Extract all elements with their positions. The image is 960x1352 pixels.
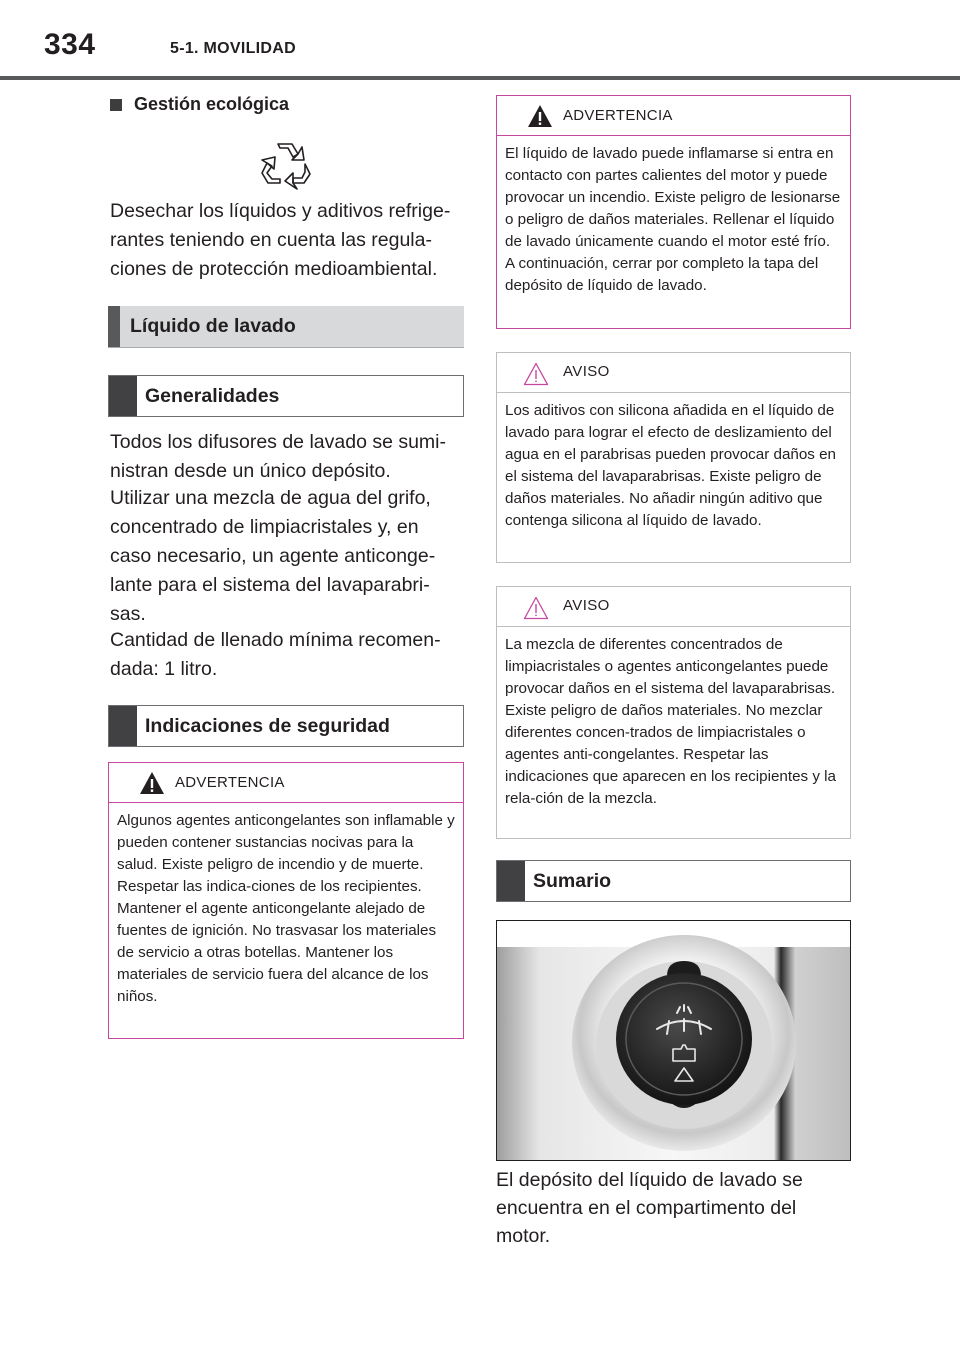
- warning-box-right: [496, 95, 851, 329]
- subsection-general-title: Generalidades: [145, 384, 280, 407]
- general-paragraph-1: Todos los difusores de lavado se sumi-nistran desde un único depósito.: [110, 431, 447, 482]
- warning-box-left: [108, 762, 464, 1039]
- warning-header: [109, 763, 463, 803]
- notice-header: [497, 587, 850, 627]
- general-paragraph-3: Cantidad de llenado mínima recomen-dada: 1 litro.: [110, 629, 441, 680]
- notice-text: La mezcla de diferentes concentrados de limpiacristales o agentes anticongelantes puede provocar daños en el sistema del lavaparabrisas. Existe peligro de daños materiales. No mezclar diferentes concen-trados de limpiacristales o agentes anti-congelantes. Respetar las indicaciones que aparecen en los recipientes y la rela-ción de la mezcla.: [505, 636, 836, 807]
- washer-cap-illustration: [497, 921, 851, 1161]
- notice-header: [497, 353, 850, 393]
- general-paragraph-2: Utilizar una mezcla de agua del grifo, concentrado de limpiacristales y, en caso necesario, un agente anticonge-lante para el sistema del lavaparabri-sas.: [110, 487, 436, 625]
- subsection-safety-title: Indicaciones de seguridad: [145, 714, 390, 737]
- warning-triangle-icon: [139, 771, 165, 795]
- subsection-stripe: [109, 376, 137, 416]
- subsection-stripe: [497, 861, 525, 901]
- subsection-summary: [496, 860, 851, 902]
- warning-triangle-icon: [527, 104, 553, 128]
- eco-heading: [110, 94, 289, 115]
- warning-header: [497, 96, 850, 136]
- notice-box-1: [496, 352, 851, 563]
- warning-title: ADVERTENCIA: [175, 774, 285, 791]
- notice-triangle-icon: [523, 362, 549, 386]
- warning-text: El líquido de lavado puede inflamarse si entra en contacto con partes calientes del motor y puede provocar un incendio. Existe peligro de lesionarse o peligro de daños materiales. Rellenar el líquido de lavado únicamente cuando el motor esté frío. A continuación, cerrar por completo la tapa del depósito de líquido de lavado.: [505, 145, 841, 294]
- recycle-icon: [258, 136, 312, 190]
- subsection-safety: [108, 705, 464, 747]
- section-heading: [108, 306, 464, 348]
- notice-title: AVISO: [563, 363, 610, 380]
- eco-heading-label: Gestión ecológica: [134, 94, 290, 114]
- notice-text: Los aditivos con silicona añadida en el líquido de lavado para lograr el efecto de deslizamiento del agua en el parabrisas pueden provocar daños en el sistema del lavaparabrisas. Existe peligro de daños materiales. No añadir ningún aditivo que contenga silicona al líquido de lavado.: [505, 402, 836, 529]
- header-rule: [0, 76, 960, 80]
- notice-box-2: [496, 586, 851, 839]
- warning-text: Algunos agentes anticongelantes son inflamable y pueden contener sustancias nocivas para la salud. Existe peligro de incendio y de muerte. Respetar las indica-ciones de los recipientes. Mantener el agente anticongelante alejado de fuentes de ignición. No trasvasar los materiales de servicio a otras botellas. Mantener los materiales de servicio fuera del alcance de los niños.: [117, 812, 455, 1005]
- eco-paragraph: Desechar los líquidos y aditivos refrige-rantes teniendo en cuenta las regula-ciones de protección medioambiental.: [110, 200, 451, 280]
- subsection-stripe: [109, 706, 137, 746]
- notice-triangle-icon: [523, 596, 549, 620]
- section-stripe: [108, 306, 120, 347]
- bullet-square-icon: [110, 99, 122, 111]
- chapter-title: 5-1. MOVILIDAD: [170, 40, 296, 57]
- washer-reservoir-photo: [496, 920, 851, 1161]
- page-number: 334: [44, 28, 96, 61]
- warning-title: ADVERTENCIA: [563, 107, 673, 124]
- section-title: Líquido de lavado: [130, 315, 296, 337]
- subsection-general: [108, 375, 464, 417]
- subsection-summary-title: Sumario: [533, 869, 612, 892]
- notice-title: AVISO: [563, 597, 610, 614]
- summary-caption: El depósito del líquido de lavado se encuentra en el compartimento del motor.: [496, 1169, 803, 1247]
